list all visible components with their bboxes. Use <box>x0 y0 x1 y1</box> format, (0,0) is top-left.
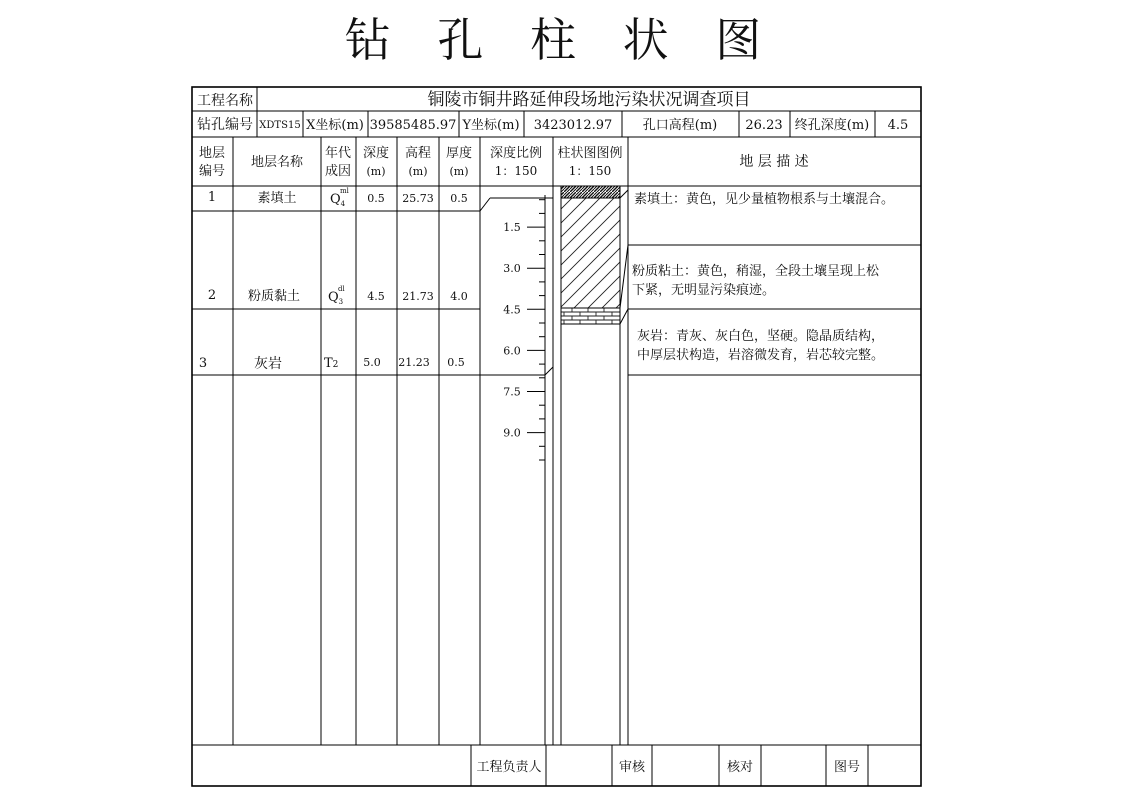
layer-thick: 0.5 <box>447 356 465 369</box>
page-title: 钻 孔 柱 状 图 <box>344 13 778 67</box>
col-age-2: 成因 <box>324 164 352 179</box>
col-thick: 厚度 <box>445 146 473 161</box>
layer-age-sup: dl <box>338 285 345 293</box>
col-description: 地 层 描 述 <box>739 154 809 170</box>
layer-thick: 4.0 <box>450 290 468 303</box>
col-elev-unit: (m) <box>408 165 428 178</box>
project-label: 工程名称 <box>197 93 253 109</box>
layer-1-description: 素填土：黄色，见少量植物根系与土壤混合。 <box>634 192 895 207</box>
layer-elev: 21.73 <box>402 290 434 303</box>
col-thick-unit: (m) <box>449 165 469 178</box>
y-coord-label: Y坐标(m) <box>462 118 520 133</box>
pattern-clay-layer <box>561 198 620 308</box>
x-coord-label: X坐标(m) <box>306 118 364 133</box>
layer-age: T2 <box>324 356 339 371</box>
elevation-label: 孔口高程(m) <box>642 118 718 133</box>
layer-3-description-2: 中厚层状构造，岩溶微发育，岩芯较完整。 <box>637 348 885 363</box>
col-depth-unit: (m) <box>366 165 386 178</box>
final-depth-label: 终孔深度(m) <box>794 118 870 133</box>
layer-name: 粉质黏土 <box>247 289 301 304</box>
footer-review-label: 审核 <box>618 760 646 775</box>
depth-scale <box>480 195 553 745</box>
x-coord-value: 39585485.97 <box>369 118 457 133</box>
col-elev: 高程 <box>404 146 432 161</box>
col-age: 年代 <box>324 146 352 161</box>
layer-age: $Q_4$ <box>330 192 346 208</box>
col-depth: 深度 <box>362 146 390 161</box>
footer-check-label: 核对 <box>726 760 754 775</box>
layer-no: 2 <box>207 288 217 303</box>
layer-age-sup: ml <box>340 187 349 195</box>
scale-tick-label: 7.5 <box>503 385 521 399</box>
layer-row-2 <box>208 285 468 306</box>
column-grid <box>192 137 921 745</box>
layer-2-description-2: 下紧，无明显污染痕迹。 <box>632 283 776 298</box>
layer-depth: 4.5 <box>367 290 385 303</box>
col-scale-ratio: 1：150 <box>494 164 538 178</box>
layer-no: 1 <box>207 190 217 205</box>
layer-name: 灰岩 <box>254 356 282 372</box>
hole-no-label: 钻孔编号 <box>197 117 253 133</box>
col-scale: 深度比例 <box>489 146 543 161</box>
elevation-value: 26.23 <box>745 118 783 133</box>
layer-thick: 0.5 <box>450 192 468 205</box>
hole-no-value: XDTS15 <box>259 120 301 131</box>
scale-tick-label: 1.5 <box>503 221 521 235</box>
layer-age: $Q_3$ <box>328 290 344 306</box>
y-coord-value: 3423012.97 <box>533 118 613 133</box>
col-layer-name: 地层名称 <box>250 155 304 170</box>
layer-depth: 0.5 <box>367 192 385 205</box>
footer-manager-label: 工程负责人 <box>476 760 542 775</box>
pattern-fill-layer <box>561 186 620 198</box>
col-legend-ratio: 1：150 <box>568 164 612 178</box>
final-depth-value: 4.5 <box>887 118 909 133</box>
layer-elev: 25.73 <box>402 192 434 205</box>
lithology-column <box>561 186 620 745</box>
layer-3-description: 灰岩：青灰、灰白色，坚硬。隐晶质结构， <box>637 329 885 344</box>
layer-no: 3 <box>198 356 208 371</box>
project-name: 铜陵市铜井路延伸段场地污染状况调查项目 <box>427 90 751 110</box>
layer-row-3 <box>199 355 465 372</box>
layer-2-description: 粉质粘土：黄色，稍湿，全段土壤呈现上松 <box>632 264 880 279</box>
scale-tick-label: 4.5 <box>503 303 521 317</box>
col-layer-no: 地层 <box>198 146 226 161</box>
layer-row-1 <box>208 187 468 208</box>
col-legend: 柱状图图例 <box>557 146 623 161</box>
scale-tick-label: 3.0 <box>503 262 521 276</box>
layer-depth: 5.0 <box>363 356 381 369</box>
scale-tick-label: 9.0 <box>503 426 521 440</box>
scale-tick-label: 6.0 <box>503 344 521 358</box>
pattern-limestone-layer <box>561 308 620 324</box>
footer-drawing-no-label: 图号 <box>833 760 861 775</box>
layer-name: 素填土 <box>257 191 297 206</box>
col-layer-no-2: 编号 <box>198 164 226 179</box>
layer-elev: 21.23 <box>398 356 430 369</box>
